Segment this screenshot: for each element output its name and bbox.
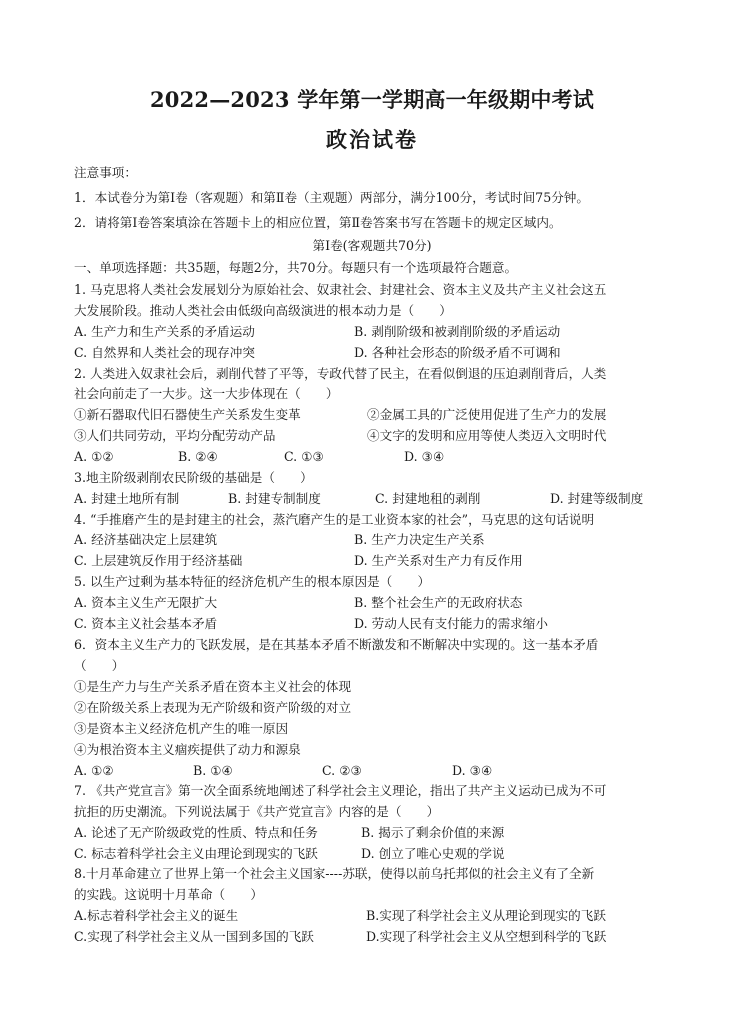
exam-title: 2022—2023 学年第一学期高一年级期中考试 — [149, 87, 594, 112]
q6-option-d: D. ③④ — [452, 763, 493, 778]
q1-option-a: A. 生产力和生产关系的矛盾运动 — [74, 324, 255, 339]
q1-option-d: D. 各种社会形态的阶级矛盾不可调和 — [354, 345, 561, 360]
q8-option-a: A.标志着科学社会主义的诞生 — [74, 908, 239, 923]
q3-option-c: C. 封建地租的剥削 — [375, 491, 481, 506]
q6-statement-3: ③是资本主义经济危机产生的唯一原因 — [74, 721, 289, 736]
q6-statement-4: ④为根治资本主义痼疾提供了动力和源泉 — [74, 742, 301, 757]
q3-option-d: D. 封建等级制度 — [550, 491, 644, 506]
q5-option-d: D. 劳动人民有支付能力的需求缩小 — [354, 616, 548, 631]
q2-option-c: C. ①③ — [284, 449, 324, 464]
q4-option-c: C. 上层建筑反作用于经济基础 — [74, 553, 243, 568]
q8-option-c: C.实现了科学社会主义从一国到多国的飞跃 — [74, 929, 314, 944]
section-instruction: 一、单项选择题：共35题，每题2分，共70分。每题只有一个选项最符合题意。 — [74, 260, 518, 275]
q4-option-b: B. 生产力决定生产关系 — [354, 532, 485, 547]
q6-option-b: B. ①④ — [193, 763, 233, 778]
q7-option-a: A. 论述了无产阶级政党的性质、特点和任务 — [74, 825, 318, 840]
notice-item-1: 1．本试卷分为第Ⅰ卷（客观题）和第Ⅱ卷（主观题）两部分，满分100分，考试时间75分钟。 — [74, 190, 589, 205]
q2-stem-line2: 社会向前走了一大步。这一大步体现在（ ） — [74, 386, 339, 401]
q2-statement-3: ③人们共同劳动，平均分配劳动产品 — [74, 428, 276, 443]
q3-stem: 3.地主阶级剥削农民阶级的基础是（ ） — [74, 470, 313, 485]
q5-stem: 5. 以生产过剩为基本特征的经济危机产生的根本原因是（ ） — [74, 574, 431, 589]
q7-stem-line1: 7. 《共产党宣言》第一次全面系统地阐述了科学社会主义理论，指出了共产主义运动已成为不可 — [74, 783, 607, 798]
q2-option-d: D. ③④ — [404, 449, 445, 464]
q2-option-b: B. ②④ — [178, 449, 218, 464]
q1-stem-line1: 1. 马克思将人类社会发展划分为原始社会、奴隶社会、封建社会、资本主义及共产主义社会这五 — [74, 282, 607, 297]
q2-option-a: A. ①② — [74, 449, 114, 464]
q8-stem-line1: 8.十月革命建立了世界上第一个社会主义国家----苏联，使得以前乌托邦似的社会主义有了全新 — [74, 866, 595, 881]
q6-stem-line1: 6．资本主义生产力的飞跃发展，是在其基本矛盾不断激发和不断解决中实现的。这一基本矛盾 — [74, 637, 599, 652]
q6-statement-2: ②在阶级关系上表现为无产阶级和资产阶级的对立 — [74, 700, 352, 715]
q3-option-b: B. 封建专制制度 — [228, 491, 321, 506]
q4-option-d: D. 生产关系对生产力有反作用 — [354, 553, 523, 568]
q5-option-a: A. 资本主义生产无限扩大 — [74, 595, 218, 610]
section-heading: 第Ⅰ卷(客观题共70分) — [312, 238, 432, 253]
q2-stem-line1: 2. 人类进入奴隶社会后，剥削代替了平等，专政代替了民主，在看似倒退的压迫剥削背后，人类 — [74, 366, 607, 381]
q8-option-d: D.实现了科学社会主义从空想到科学的飞跃 — [366, 929, 607, 944]
q4-option-a: A. 经济基础决定上层建筑 — [74, 532, 218, 547]
q7-option-b: B. 揭示了剩余价值的来源 — [361, 825, 505, 840]
q3-option-a: A. 封建土地所有制 — [74, 491, 180, 506]
q6-option-a: A. ①② — [74, 763, 114, 778]
exam-subject: 政治试卷 — [326, 127, 418, 152]
q6-option-c: C. ②③ — [322, 763, 362, 778]
q4-stem: 4. “手推磨产生的是封建主的社会，蒸汽磨产生的是工业资本家的社会”，马克思的这句话说明 — [74, 512, 595, 527]
notice-item-2: 2．请将第Ⅰ卷答案填涂在答题卡上的相应位置，第Ⅱ卷答案书写在答题卡的规定区域内。 — [74, 215, 562, 230]
notice-heading: 注意事项： — [74, 165, 137, 180]
q8-option-b: B.实现了科学社会主义从理论到现实的飞跃 — [366, 908, 606, 923]
q8-stem-line2: 的实践。这说明十月革命（ ） — [74, 887, 263, 902]
q1-option-c: C. 自然界和人类社会的现存冲突 — [74, 345, 255, 360]
q7-option-c: C. 标志着科学社会主义由理论到现实的飞跃 — [74, 846, 318, 861]
q7-stem-line2: 抗拒的历史潮流。下列说法属于《共产党宣言》内容的是（ ） — [74, 804, 440, 819]
q2-statement-4: ④文字的发明和应用等使人类迈入文明时代 — [367, 428, 607, 443]
q1-option-b: B. 剥削阶级和被剥削阶级的矛盾运动 — [354, 324, 561, 339]
q2-statement-2: ②金属工具的广泛使用促进了生产力的发展 — [367, 407, 607, 422]
q6-statement-1: ①是生产力与生产关系矛盾在资本主义社会的体现 — [74, 679, 352, 694]
q5-option-b: B. 整个社会生产的无政府状态 — [354, 595, 523, 610]
q5-option-c: C. 资本主义社会基本矛盾 — [74, 616, 218, 631]
q1-stem-line2: 大发展阶段。推动人类社会由低级向高级演进的根本动力是（ ） — [74, 303, 452, 318]
q2-statement-1: ①新石器取代旧石器使生产关系发生变革 — [74, 407, 301, 422]
q6-stem-line2: （ ） — [74, 658, 125, 673]
q7-option-d: D. 创立了唯心史观的学说 — [361, 846, 505, 861]
